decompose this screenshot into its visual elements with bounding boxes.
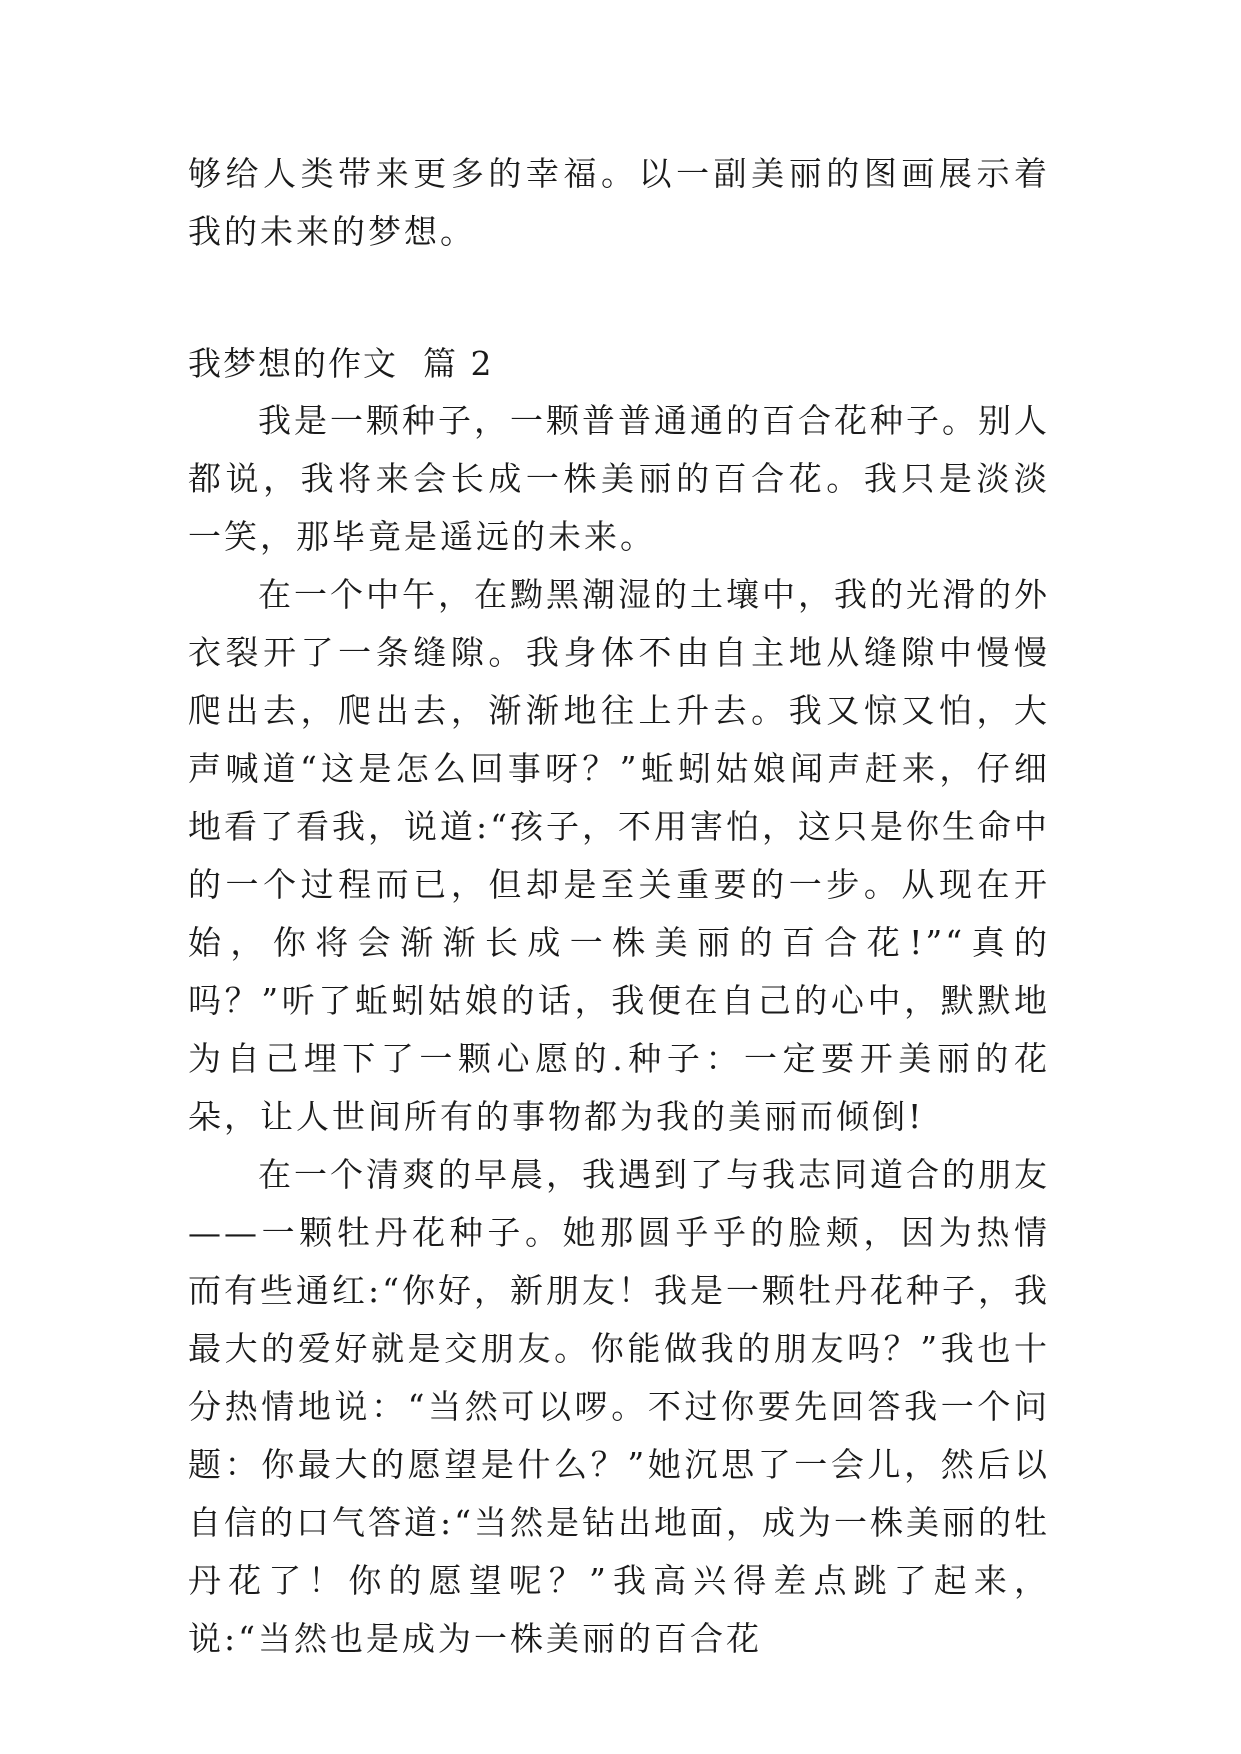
paragraph-3: 在一个清爽的早晨，我遇到了与我志同道合的朋友——一颗牡丹花种子。她那圆乎乎的脸颊，因为热情而有些通红:“你好，新朋友！我是一颗牡丹花种子，我最大的爱好就是交朋友。你能做我的朋友吗？”我也十分热情地说：“当然可以啰。不过你要先回答我一个问题：你最大的愿望是什么？”她沉思了一会儿，然后以自信的口气答道:“当然是钻出地面，成为一株美丽的牡丹花了！你的愿望呢？”我高兴得差点跳了起来，说:“当然也是成为一株美丽的百合花 (188, 1155, 1050, 1658)
section-heading (188, 335, 1050, 393)
continuation-text: 够给人类带来更多的幸福。以一副美丽的图画展示着我的未来的梦想。 (188, 154, 1050, 251)
continuation-paragraph (188, 145, 1050, 261)
section-heading-text: 我梦想的作文 篇 2 (188, 344, 494, 383)
essay-body (188, 392, 1050, 1668)
paragraph-1: 我是一颗种子，一颗普普通通的百合花种子。别人都说，我将来会长成一株美丽的百合花。我只是淡淡一笑，那毕竟是遥远的未来。 (188, 401, 1050, 556)
paragraph-2: 在一个中午，在黝黑潮湿的土壤中，我的光滑的外衣裂开了一条缝隙。我身体不由自主地从缝隙中慢慢爬出去，爬出去，渐渐地往上升去。我又惊又怕，大声喊道“这是怎么回事呀？”蚯蚓姑娘闻声赶来，仔细地看了看我，说道:“孩子，不用害怕，这只是你生命中的一个过程而已，但却是至关重要的一步。从现在开始，你将会渐渐长成一株美丽的百合花!”“真的吗？”听了蚯蚓姑娘的话，我便在自己的心中，默默地为自己埋下了一颗心愿的.种子：一定要开美丽的花朵，让人世间所有的事物都为我的美丽而倾倒! (188, 575, 1050, 1136)
